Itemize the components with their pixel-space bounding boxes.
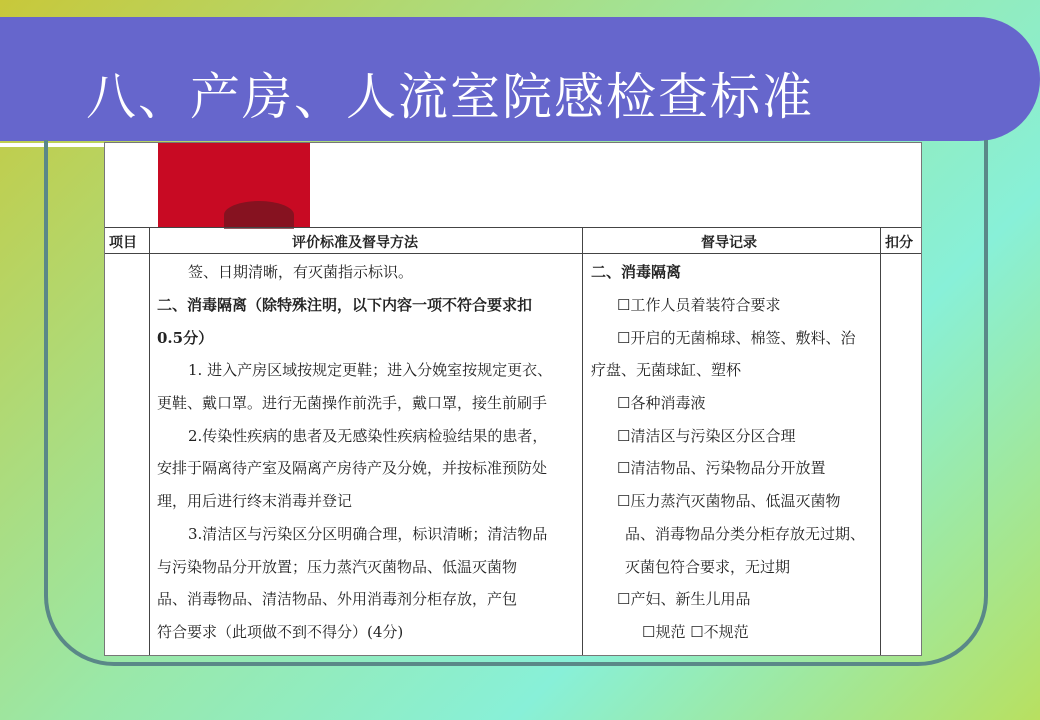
record-line: 疗盘、无菌球缸、塑杯 [591, 361, 742, 379]
criteria-line: 与污染物品分开放置；压力蒸汽灭菌物品、低温灭菌物 [157, 558, 518, 576]
record-line: ☐压力蒸汽灭菌物品、低温灭菌物 [617, 492, 841, 510]
record-line: 二、消毒隔离 [591, 263, 682, 281]
logo-dark-shape [224, 201, 294, 229]
record-line: ☐规范 ☐不规范 [642, 623, 749, 641]
criteria-line: 1. 进入产房区域按规定更鞋；进入分娩室按规定更衣、 [188, 361, 553, 379]
header-deduct: 扣分 [885, 235, 913, 251]
header-item: 项目 [109, 235, 137, 251]
header-top-line [105, 227, 921, 228]
record-line: ☐开启的无菌棉球、棉签、敷料、治 [617, 329, 856, 347]
criteria-line: 理，用后进行终末消毒并登记 [157, 492, 353, 510]
criteria-line: 品、消毒物品、清洁物品、外用消毒剂分柜存放，产包 [157, 590, 518, 608]
criteria-line: 安排于隔离待产室及隔离产房待产及分娩，并按标准预防处 [157, 459, 548, 477]
header-record: 督导记录 [701, 235, 757, 251]
record-line: ☐工作人员着装符合要求 [617, 296, 781, 314]
record-line: ☐清洁物品、污染物品分开放置 [617, 459, 826, 477]
record-line: ☐各种消毒液 [617, 394, 706, 412]
criteria-line: 符合要求（此项做不到不得分）(4分) [157, 623, 404, 641]
col-divider-1 [149, 227, 150, 655]
criteria-line: 3.清洁区与污染区分区明确合理，标识清晰；清洁物品 [188, 525, 548, 543]
criteria-line: 签、日期清晰，有灭菌指示标识。 [188, 263, 414, 281]
document-scan [105, 143, 921, 655]
criteria-line: 二、消毒隔离（除特殊注明，以下内容一项不符合要求扣 [157, 296, 533, 314]
header-bottom-line [105, 253, 921, 254]
record-line: 灭菌包符合要求，无过期 [625, 558, 791, 576]
col-divider-2 [582, 227, 583, 655]
record-line: ☐清洁区与污染区分区合理 [617, 427, 796, 445]
record-line: ☐产妇、新生儿用品 [617, 590, 751, 608]
criteria-line: 2.传染性疾病的患者及无感染性疾病检验结果的患者， [188, 427, 548, 445]
header-criteria: 评价标准及督导方法 [292, 235, 418, 251]
criteria-line: 更鞋、戴口罩。进行无菌操作前洗手，戴口罩，接生前刷手 [157, 394, 548, 412]
slide-title: 八、产房、人流室院感检查标准 [86, 68, 814, 126]
criteria-line: 0.5分） [157, 329, 214, 347]
hospital-logo-image [158, 143, 310, 227]
title-bar [0, 17, 1040, 141]
col-divider-3 [880, 227, 881, 655]
record-line: 品、消毒物品分类分柜存放无过期、 [625, 525, 866, 543]
